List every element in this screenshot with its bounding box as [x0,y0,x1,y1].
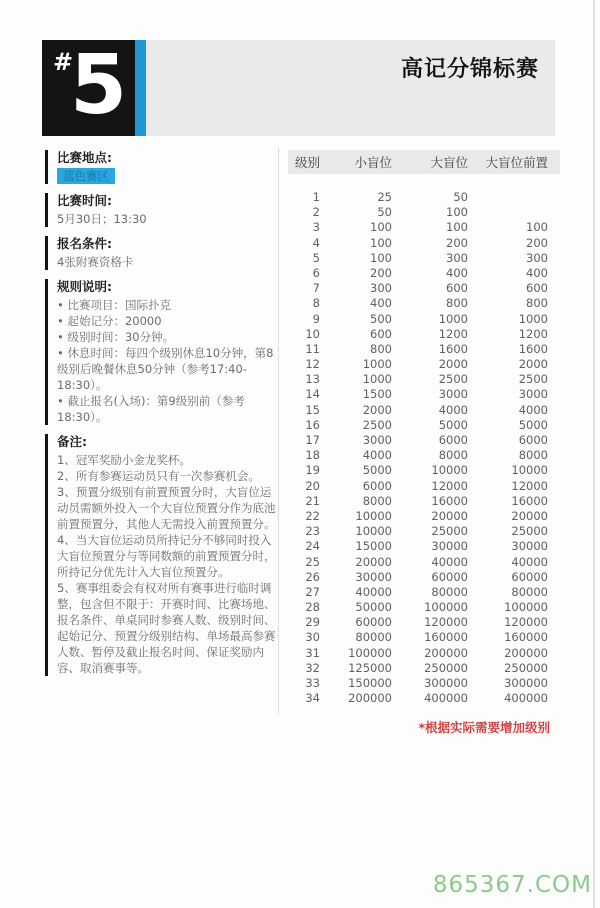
table-row [288,418,560,433]
table-cell: 120000 [504,615,548,630]
info-column [45,150,278,685]
table-cell: 5000 [438,417,468,432]
table-row [288,509,560,524]
table-cell: 3000 [518,387,548,402]
table-cell: 40000 [355,584,392,599]
table-cell: 400 [526,265,548,280]
table-cell: 24 [305,539,320,554]
note-item: 3、预置分级别有前置预置分时，大盲位运动员需额外投入一个大盲位预置分作为底池前置预置分，其他人无需投入前置预置分。 [57,485,276,531]
column-header: 大盲位前置 [485,155,548,170]
table-cell: 23 [305,524,320,539]
table-cell: 4 [312,235,320,250]
table-cell: 16000 [431,493,468,508]
table-cell: 250000 [504,660,548,675]
table-row [288,190,560,205]
table-cell [468,205,548,220]
section-notes [45,434,278,676]
section-rules [45,279,278,425]
table-cell: 11 [305,341,320,356]
table-cell: 1600 [518,341,548,356]
table-cell: 16 [305,417,320,432]
table-cell: 1000 [438,311,468,326]
registration-label: 报名条件: [57,236,112,251]
rule-item: • 比赛项目：国际扑克 [57,297,278,313]
table-cell: 12000 [511,478,548,493]
table-cell: 1500 [362,387,392,402]
table-cell: 5000 [362,463,392,478]
table-cell: 100 [446,220,468,235]
table-cell: 150000 [348,676,392,690]
table-cell: 500 [370,311,392,326]
table-cell: 10000 [355,524,392,539]
table-cell: 8 [312,296,320,311]
event-accent-stripe [135,40,146,136]
table-cell: 6000 [362,478,392,493]
table-cell: 4000 [518,402,548,417]
table-cell: 3000 [438,387,468,402]
table-cell: 33 [305,676,320,690]
table-cell: 2500 [362,417,392,432]
table-cell: 100 [526,220,548,235]
table-cell: 20000 [511,508,548,523]
table-cell: 300 [370,281,392,296]
table-cell: 50 [453,190,468,204]
table-cell: 25 [377,190,392,204]
table-cell: 1000 [362,357,392,372]
table-cell: 300000 [504,676,548,690]
table-row [288,357,560,372]
table-cell: 21 [305,493,320,508]
hash-symbol: # [53,48,74,76]
time-value: 5月30日；13:30 [57,212,147,226]
table-cell: 200000 [504,645,548,660]
table-row [288,570,560,585]
table-cell: 50 [377,205,392,220]
table-cell: 12 [305,357,320,372]
table-cell: 2500 [518,372,548,387]
event-number-box [42,40,135,136]
table-cell: 1600 [438,341,468,356]
table-cell: 80000 [431,584,468,599]
table-cell: 2000 [518,357,548,372]
table-cell: 60000 [431,569,468,584]
table-cell: 1000 [518,311,548,326]
table-cell: 26 [305,569,320,584]
table-cell: 200000 [424,645,468,660]
table-cell: 27 [305,584,320,599]
table-row [288,615,560,630]
table-cell: 17 [305,433,320,447]
table-cell: 250000 [424,660,468,675]
table-cell: 30 [305,630,320,645]
table-cell: 18 [305,448,320,463]
table-cell: 8000 [438,448,468,463]
page-edge-shadow [593,0,595,908]
table-row [288,433,560,448]
section-location [45,150,278,184]
table-cell: 30000 [511,539,548,554]
table-cell: 30000 [355,569,392,584]
table-cell: 100 [370,220,392,235]
table-cell: 34 [305,691,320,706]
table-row [288,342,560,357]
table-cell: 25000 [431,524,468,539]
table-footnote: *根据实际需要增加级别 [418,720,550,736]
table-cell: 2 [312,205,320,220]
table-cell: 3 [312,220,320,235]
table-cell: 29 [305,615,320,630]
section-time [45,193,278,227]
table-row [288,539,560,554]
table-cell: 12000 [431,478,468,493]
table-cell: 2000 [438,357,468,372]
location-label: 比赛地点: [57,150,112,165]
table-cell: 600 [446,281,468,296]
table-row [288,312,560,327]
table-cell: 800 [526,296,548,311]
rule-item: • 级别时间：30分钟。 [57,329,278,345]
blinds-table-header [288,150,560,174]
table-cell: 400 [370,296,392,311]
table-row [288,479,560,494]
table-cell: 30000 [431,539,468,554]
rule-item: • 截止报名(入场)：第9级别前（参考18:30）。 [57,393,278,425]
table-cell: 25 [305,554,320,569]
table-cell: 20 [305,478,320,493]
table-row [288,691,560,706]
table-cell: 28 [305,600,320,615]
table-cell: 2500 [438,372,468,387]
table-cell: 100000 [348,645,392,660]
table-cell: 60000 [511,569,548,584]
table-cell: 80000 [511,584,548,599]
table-cell: 800 [446,296,468,311]
table-cell: 200000 [348,691,392,706]
time-label: 比赛时间: [57,193,112,208]
table-cell: 3000 [362,433,392,447]
table-cell: 10000 [355,508,392,523]
table-cell: 6 [312,265,320,280]
table-cell: 120000 [424,615,468,630]
notes-list [57,452,278,676]
table-cell: 80000 [355,630,392,645]
table-row [288,205,560,220]
blinds-table [288,150,560,736]
table-cell: 400000 [504,691,548,706]
table-cell: 1200 [438,326,468,341]
rule-item: • 休息时间：每四个级别休息10分钟，第8级别后晚餐休息50分钟（参考17:40-18:30）。 [57,345,278,393]
section-registration [45,236,278,270]
table-row [288,281,560,296]
table-cell: 2000 [362,402,392,417]
table-row [288,236,560,251]
table-row [288,463,560,478]
table-cell: 8000 [362,493,392,508]
table-cell: 100000 [504,600,548,615]
table-row [288,266,560,281]
table-cell: 13 [305,372,320,387]
table-cell: 400000 [424,691,468,706]
table-row [288,327,560,342]
table-row [288,555,560,570]
table-cell: 300000 [424,676,468,690]
table-cell: 10000 [511,463,548,478]
table-cell: 200 [370,265,392,280]
rules-label: 规则说明: [57,279,112,294]
table-cell: 50000 [355,600,392,615]
table-cell: 16000 [511,493,548,508]
table-cell: 25000 [511,524,548,539]
table-cell: 15 [305,402,320,417]
table-row [288,403,560,418]
table-row [288,524,560,539]
table-cell: 40000 [511,554,548,569]
table-cell: 20000 [355,554,392,569]
table-cell: 7 [312,281,320,296]
table-cell: 31 [305,645,320,660]
table-cell: 14 [305,387,320,402]
registration-value: 4张附赛资格卡 [57,255,134,269]
table-cell: 9 [312,311,320,326]
header-banner [42,40,555,136]
table-row [288,296,560,311]
table-row [288,661,560,676]
table-cell: 200 [526,235,548,250]
notes-label: 备注: [57,434,87,449]
table-cell: 1000 [362,372,392,387]
table-cell: 5000 [518,417,548,432]
table-cell: 60000 [355,615,392,630]
table-cell: 15000 [355,539,392,554]
table-cell: 160000 [424,630,468,645]
event-number: 5 [69,38,125,133]
table-cell: 4000 [362,448,392,463]
table-cell: 10000 [431,463,468,478]
column-divider [278,148,279,714]
table-cell: 400 [446,265,468,280]
watermark-text: 865367.COM [432,872,592,898]
table-row [288,494,560,509]
table-row [288,387,560,402]
table-row [288,600,560,615]
column-header: 大盲位 [430,155,468,170]
note-item: 5、赛事组委会有权对所有赛事进行临时调整，包含但不限于：开赛时间、比赛场地、报名条件、单桌同时参赛人数、级别时间、起始记分、预置分级别结构、单场最高参赛人数、暂停及截止报名时间、保证奖励内容、取消赛事等。 [57,581,276,675]
table-cell: 1200 [518,326,548,341]
table-cell: 100000 [424,600,468,615]
column-header: 小盲位 [354,155,392,170]
blinds-table-body [288,190,560,706]
table-cell: 300 [526,250,548,265]
rules-list [57,297,278,425]
table-cell: 300 [446,250,468,265]
table-cell: 600 [370,326,392,341]
table-cell: 100 [370,250,392,265]
table-cell: 19 [305,463,320,478]
table-cell: 160000 [504,630,548,645]
table-row [288,372,560,387]
table-cell: 5 [312,250,320,265]
note-item: 2、所有参赛运动员只有一次参赛机会。 [57,469,260,483]
table-cell: 200 [446,235,468,250]
table-cell: 1 [312,190,320,204]
note-item: 1、冠军奖励小金龙奖杯。 [57,453,191,467]
table-row [288,676,560,691]
table-row [288,630,560,645]
table-cell: 4000 [438,402,468,417]
table-cell: 10 [305,326,320,341]
page-title: 高记分锦标赛 [400,57,539,82]
table-cell: 600 [526,281,548,296]
table-cell: 40000 [431,554,468,569]
table-cell: 20000 [431,508,468,523]
table-cell: 6000 [438,433,468,447]
table-cell: 800 [370,341,392,356]
table-cell: 125000 [348,660,392,675]
table-row [288,220,560,235]
table-row [288,448,560,463]
table-row [288,251,560,266]
column-header: 级别 [294,155,320,170]
table-cell: 100 [446,205,468,220]
location-tag: 蓝色赛区 [57,168,115,184]
rule-item: • 起始记分：20000 [57,313,278,329]
table-cell: 32 [305,660,320,675]
table-cell [468,190,548,205]
table-cell: 8000 [518,448,548,463]
table-row [288,585,560,600]
table-cell: 6000 [518,433,548,447]
note-item: 4、当大盲位运动员所持记分不够同时投入大盲位预置分与等同数额的前置预置分时，所持记分优先计入大盲位预置分。 [57,533,276,579]
table-cell: 22 [305,508,320,523]
table-cell: 100 [370,235,392,250]
table-row [288,646,560,661]
